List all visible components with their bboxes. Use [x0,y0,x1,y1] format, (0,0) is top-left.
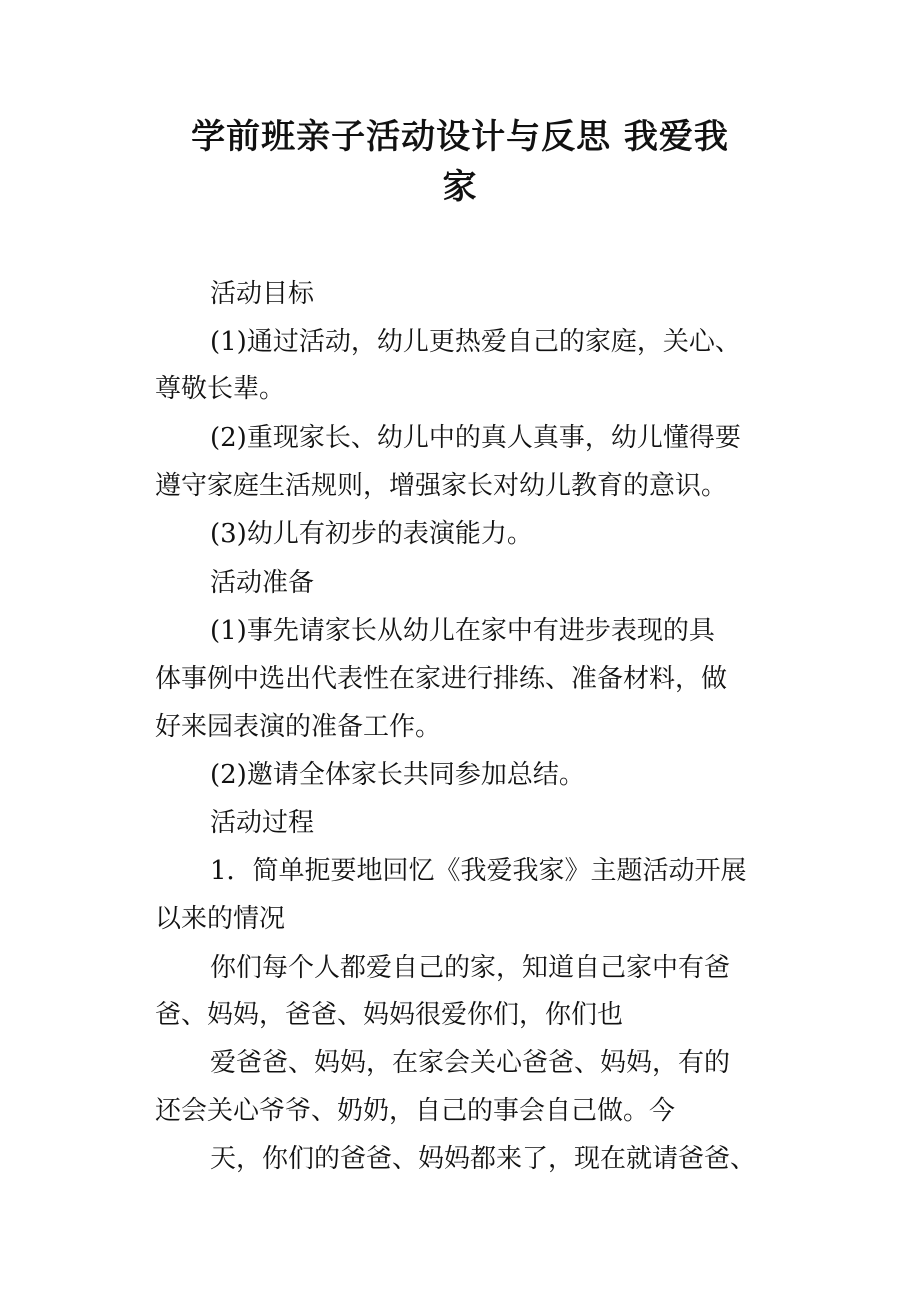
paragraph-line: 爸、妈妈，爸爸、妈妈很爱你们，你们也 [155,1000,624,1030]
paragraph-line: 1．简单扼要地回忆《我爱我家》主题活动开展 [210,856,747,886]
document-title [150,112,770,212]
section-heading-process: 活动过程 [210,808,315,838]
section-heading-preparation: 活动准备 [210,568,315,598]
section-heading-goals: 活动目标 [210,279,315,309]
paragraph-line: 尊敬长辈。 [155,374,286,404]
paragraph-line: (3)幼儿有初步的表演能力。 [210,519,533,549]
paragraph-line: 以来的情况 [155,904,286,934]
paragraph-line: 还会关心爷爷、奶奶，自己的事会自己做。今 [155,1096,676,1126]
title-line-2: 家 [442,167,478,207]
title-line-1: 学前班亲子活动设计与反思 我爱我 [191,117,729,157]
paragraph-line: (2)邀请全体家长共同参加总结。 [210,760,585,790]
paragraph-line: (1)事先请家长从幼儿在家中有进步表现的具 [210,616,715,646]
paragraph-line: 遵守家庭生活规则，增强家长对幼儿教育的意识。 [155,471,728,501]
paragraph-line: (2)重现家长、幼儿中的真人真事，幼儿懂得要 [210,423,741,453]
paragraph-line: 你们每个人都爱自己的家，知道自己家中有爸 [210,953,731,983]
paragraph-line: (1)通过活动，幼儿更热爱自己的家庭，关心、 [210,327,741,357]
paragraph-line: 体事例中选出代表性在家进行排练、准备材料，做 [155,664,728,694]
paragraph-line: 爱爸爸、妈妈，在家会关心爸爸、妈妈，有的 [210,1048,731,1078]
scan-speck [150,68,154,72]
scan-speck [148,1196,152,1200]
paragraph-line: 天，你们的爸爸、妈妈都来了，现在就请爸爸、 [210,1144,757,1174]
paragraph-line: 好来园表演的准备工作。 [155,712,442,742]
